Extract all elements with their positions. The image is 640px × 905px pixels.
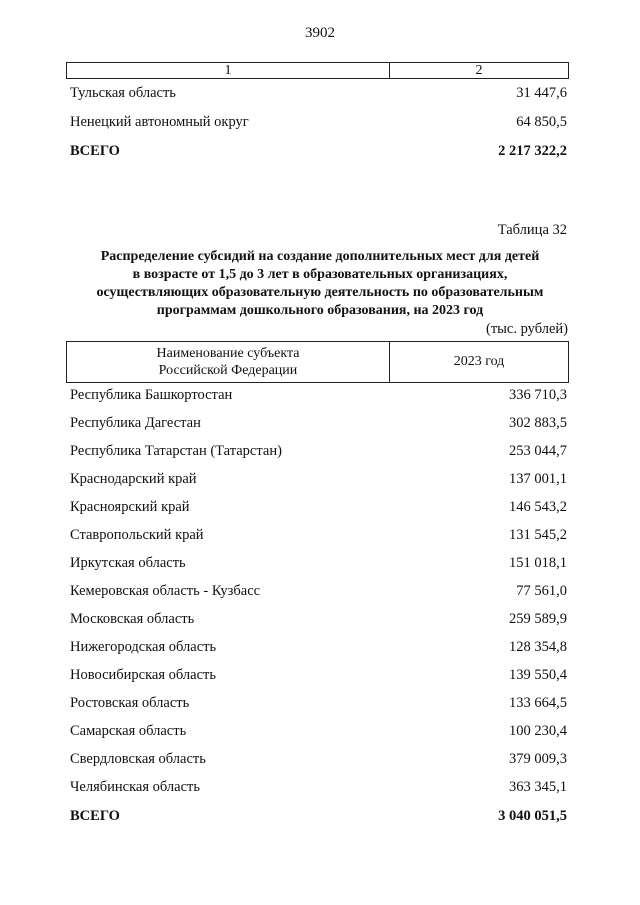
region-name: Кемеровская область - Кузбасс bbox=[70, 583, 261, 599]
region-name: Ставропольский край bbox=[70, 527, 204, 543]
region-name: Челябинская область bbox=[70, 779, 200, 795]
region-name: Новосибирская область bbox=[70, 667, 216, 683]
region-name: Ненецкий автономный округ bbox=[70, 114, 249, 130]
table-title bbox=[60, 248, 580, 320]
total-row bbox=[70, 143, 567, 160]
region-name: Нижегородская область bbox=[70, 639, 217, 655]
table-label: Таблица 32 bbox=[497, 222, 567, 238]
region-name: Иркутская область bbox=[70, 555, 186, 571]
table-row bbox=[70, 527, 567, 544]
region-value: 379 009,3 bbox=[509, 751, 567, 767]
title-line: программам дошкольного образования, на 2023 год bbox=[156, 303, 484, 318]
region-value: 253 044,7 bbox=[509, 443, 567, 459]
table-row bbox=[70, 85, 567, 102]
region-value: 336 710,3 bbox=[509, 387, 567, 403]
region-value: 363 345,1 bbox=[509, 779, 567, 795]
table-row bbox=[70, 583, 567, 600]
region-value: 146 543,2 bbox=[509, 499, 567, 515]
table-row bbox=[70, 471, 567, 488]
region-value: 100 230,4 bbox=[509, 723, 567, 739]
region-value: 77 561,0 bbox=[516, 583, 567, 599]
title-line: Распределение субсидий на создание дополнительных мест для детей bbox=[100, 249, 540, 264]
region-value: 259 589,9 bbox=[509, 611, 567, 627]
total-label: ВСЕГО bbox=[70, 143, 120, 159]
region-name: Самарская область bbox=[70, 723, 187, 739]
region-value: 302 883,5 bbox=[509, 415, 567, 431]
header-region-name: Наименование субъекта Российской Федерации bbox=[67, 342, 390, 382]
table-row bbox=[70, 779, 567, 796]
title-line: в возрасте от 1,5 до 3 лет в образовательных организациях, bbox=[132, 267, 508, 282]
header-year: 2023 год bbox=[453, 354, 505, 369]
region-value: 64 850,5 bbox=[516, 114, 567, 130]
region-value: 131 545,2 bbox=[509, 527, 567, 543]
region-value: 137 001,1 bbox=[509, 471, 567, 487]
table-row bbox=[70, 667, 567, 684]
total-value: 2 217 322,2 bbox=[498, 143, 567, 159]
table-row bbox=[70, 555, 567, 572]
region-value: 151 018,1 bbox=[509, 555, 567, 571]
total-label: ВСЕГО bbox=[70, 808, 120, 824]
region-value: 31 447,6 bbox=[516, 85, 567, 101]
region-name: Ростовская область bbox=[70, 695, 190, 711]
region-name: Республика Дагестан bbox=[70, 415, 201, 431]
region-name: Тульская область bbox=[70, 85, 176, 101]
table-row bbox=[70, 751, 567, 768]
column-number-2: 2 bbox=[475, 63, 483, 78]
table-row bbox=[70, 387, 567, 404]
table-row bbox=[70, 114, 567, 131]
region-name: Московская область bbox=[70, 611, 195, 627]
region-name: Свердловская область bbox=[70, 751, 206, 767]
column-number-1: 1 bbox=[67, 63, 390, 78]
total-value: 3 040 051,5 bbox=[498, 808, 567, 824]
table-row bbox=[70, 695, 567, 712]
region-name: Республика Башкортостан bbox=[70, 387, 233, 403]
title-line: осуществляющих образовательную деятельность по образовательным bbox=[96, 285, 544, 300]
table-row bbox=[70, 611, 567, 628]
region-name: Республика Татарстан (Татарстан) bbox=[70, 443, 282, 459]
region-value: 133 664,5 bbox=[509, 695, 567, 711]
region-value: 139 550,4 bbox=[509, 667, 567, 683]
table-row bbox=[70, 443, 567, 460]
unit-label: (тыс. рублей) bbox=[486, 321, 568, 337]
total-row bbox=[70, 808, 567, 825]
page-number: 3902 bbox=[305, 25, 335, 41]
table-row bbox=[70, 639, 567, 656]
table-row bbox=[70, 723, 567, 740]
table-row bbox=[70, 499, 567, 516]
region-value: 128 354,8 bbox=[509, 639, 567, 655]
column-number-header bbox=[66, 62, 569, 79]
region-name: Красноярский край bbox=[70, 499, 190, 515]
table-row bbox=[70, 415, 567, 432]
table-header bbox=[66, 341, 569, 383]
region-name: Краснодарский край bbox=[70, 471, 197, 487]
